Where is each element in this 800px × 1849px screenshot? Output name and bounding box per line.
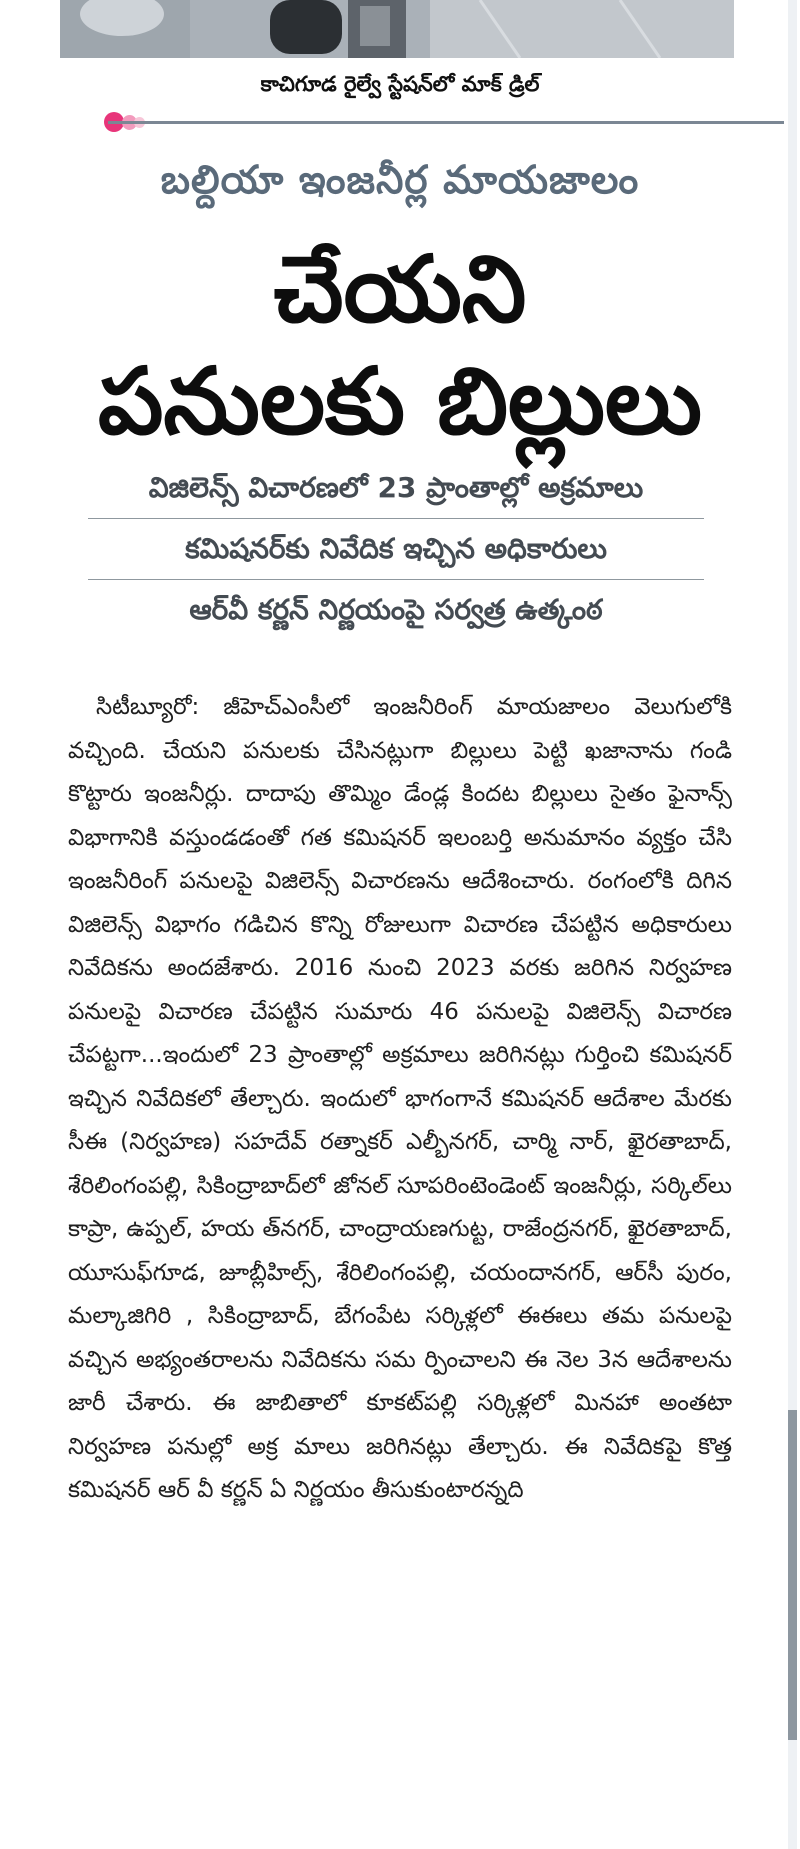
article-kicker: బల్దియా ఇంజనీర్ల మాయజాలం bbox=[160, 158, 640, 203]
article-body: సిటీబ్యూరో: జీహెచ్ఎంసీలో ఇంజనీరింగ్ మాయజాలం వెలుగులోకి వచ్చింది. చేయని పనులకు చేసినట్లుగా బిల్లులు పెట్టి ఖజానాను గండి కొట్టారు ఇంజనీర్లు. దాదాపు తొమ్మిం డేండ్ల కిందట బిల్లులు సైతం ఫైనాన్స్ విభాగానికి వస్తుండడంతో గత కమిషనర్ ఇలంబర్తి అనుమానం వ్యక్తం చేసి ఇంజనీరింగ్ పనులపై విజిలెన్స్ విచారణను ఆదేశించారు. రంగంలోకి దిగిన విజిలెన్స్ విభాగం గడిచిన కొన్ని రోజులుగా విచారణ చేపట్టిన అధికారులు నివేదికను అందజేశారు. 2016 నుంచి 2023 వరకు జరిగిన నిర్వహణ పనులపై విచారణ చేపట్టిన సుమారు 46 పనులపై విజిలెన్స్ విచారణ చేపట్టగా...ఇందులో 23 ప్రాంతాల్లో అక్రమాలు జరిగినట్లు గుర్తించి కమిషనర్ ఇచ్చిన నివేదికలో తేల్చారు. ఇందులో భాగంగానే కమిషనర్ ఆదేశాల మేరకు సీఈ (నిర్వహణ) సహదేవ్ రత్నాకర్ ఎల్బీనగర్, చార్మి నార్, ఖైరతాబాద్, శేరిలింగంపల్లి, సికింద్రాబాద్‌లో జోనల్ సూపరింటెండెంట్ ఇంజనీర్లు, సర్కిల్‌లు కాప్రా, ఉప్పల్, హయ త్‌నగర్, చాంద్రాయణగుట్ట, రాజేంద్రనగర్, ఖైరతాబాద్, యూసుఫ్‌గూడ, జూబ్లీహిల్స్, శేరిలింగంపల్లి, చయందానగర్, ఆర్‌సీ పురం, మల్కాజిగిరి , సికింద్రాబాద్, బేగంపేట సర్కిళ్లలో ఈఈలు తమ పనులపై వచ్చిన అభ్యంతరాలను నివేదికను సమ ర్పించాలని ఈ నెల 3న ఆదేశాలను జారీ చేశారు. ఈ జాబితాలో కూకట్‌పల్లి సర్కిళ్లలో మినహా అంతటా నిర్వహణ పనుల్లో అక్ర మాలు జరిగినట్లు తేల్చారు. ఈ నివేదికపై కొత్త కమిషనర్ ఆర్ వీ కర్ణన్ ఏ నిర్ణయం తీసుకుంటారన్నది bbox=[68, 694, 732, 1503]
headline-line-1: చేయని bbox=[273, 236, 527, 343]
subheadings bbox=[88, 458, 704, 640]
subheading-3: ఆర్‌వీ కర్ణన్ నిర్ణయంపై సర్వత్ర ఉత్కంఠ bbox=[189, 593, 603, 626]
photo-caption: కాచిగూడ రైల్వే స్టేషన్‌లో మాక్ డ్రిల్ bbox=[260, 72, 540, 96]
subheading-2: కమిషనర్‌కు నివేదిక ఇచ్చిన అధికారులు bbox=[88, 519, 704, 580]
news-photo bbox=[60, 0, 734, 58]
headline-line-2: పనులకు బిల్లులు bbox=[98, 348, 702, 455]
subheading-1: విజిలెన్స్ విచారణలో 23 ప్రాంతాల్లో అక్రమాలు bbox=[88, 458, 704, 519]
news-photo-image bbox=[60, 0, 734, 58]
page-edge-shadow bbox=[788, 1410, 797, 1740]
section-divider bbox=[108, 121, 784, 124]
